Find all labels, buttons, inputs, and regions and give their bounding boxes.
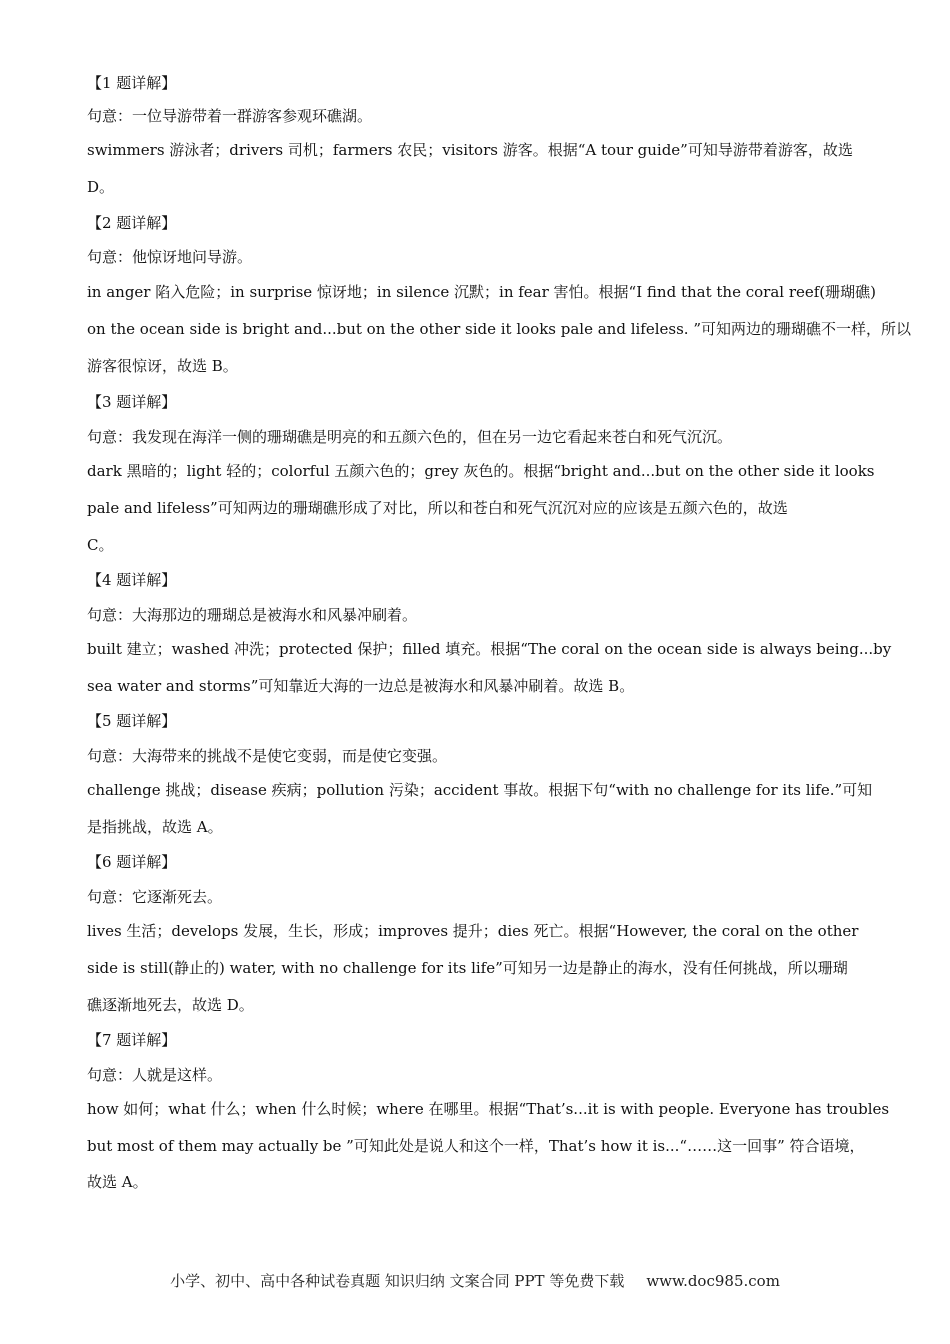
explanation-line: but most of them may actually be ”可知此处是说人和这个一样，That’s how it is...“……这一回事” 符合语境， — [87, 1137, 865, 1155]
explanation-line: on the ocean side is bright and...but on the other side it looks pale and lifeless. ”可知两边的珊瑚礁不一样，所以 — [87, 320, 912, 338]
sentence-meaning: 句意：人就是这样。 — [87, 1066, 223, 1084]
footer-text: 小学、初中、高中各种试卷真题 知识归纳 文案合同 PPT 等免费下载 — [170, 1272, 625, 1290]
explanation-line: in anger 陷入危险；in surprise 惊讶地；in silence 沉默；in fear 害怕。根据“I find that the coral reef(珊瑚礁) — [87, 283, 877, 301]
explanation-line: how 如何；what 什么；when 什么时候；where 在哪里。根据“That’s...it is with people. Everyone has troubles — [87, 1100, 890, 1118]
section-heading: 【4 题详解】 — [87, 571, 177, 589]
explanation-line: pale and lifeless”可知两边的珊瑚礁形成了对比，所以和苍白和死气沉沉对应的应该是五颜六色的，故选 — [87, 499, 788, 517]
explanation-line: 是指挑战，故选 A。 — [87, 818, 223, 836]
explanation-line: lives 生活；develops 发展，生长，形成；improves 提升；dies 死亡。根据“However, the coral on the other — [87, 922, 859, 940]
section-heading: 【1 题详解】 — [87, 74, 177, 92]
explanation-line: built 建立；washed 冲洗；protected 保护；filled 填充。根据“The coral on the ocean side is always being...by — [87, 640, 892, 658]
explanation-line: 礁逐渐地死去，故选 D。 — [87, 996, 254, 1014]
page-footer — [0, 1270, 950, 1291]
sentence-meaning: 句意：它逐渐死去。 — [87, 888, 223, 906]
explanation-line: D。 — [87, 178, 115, 196]
section-heading: 【5 题详解】 — [87, 712, 177, 730]
footer-url-link[interactable]: www.doc985.com — [646, 1272, 780, 1290]
explanation-line: sea water and storms”可知靠近大海的一边总是被海水和风暴冲刷着。故选 B。 — [87, 677, 635, 695]
sentence-meaning: 句意：他惊讶地问导游。 — [87, 248, 253, 266]
sentence-meaning: 句意：一位导游带着一群游客参观环礁湖。 — [87, 107, 373, 125]
sentence-meaning: 句意：大海那边的珊瑚总是被海水和风暴冲刷着。 — [87, 606, 418, 624]
section-heading: 【6 题详解】 — [87, 853, 177, 871]
explanation-line: side is still(静止的) water, with no challenge for its life”可知另一边是静止的海水，没有任何挑战，所以珊瑚 — [87, 959, 848, 977]
section-heading: 【2 题详解】 — [87, 214, 177, 232]
document-body — [87, 74, 912, 1208]
explanation-line: dark 黑暗的；light 轻的；colorful 五颜六色的；grey 灰色的。根据“bright and...but on the other side it looks — [87, 462, 875, 480]
section-heading: 【3 题详解】 — [87, 393, 177, 411]
explanation-line: C。 — [87, 536, 114, 554]
explanation-line: challenge 挑战；disease 疾病；pollution 污染；accident 事故。根据下句“with no challenge for its life.”可知 — [87, 781, 873, 799]
explanation-line: 游客很惊讶，故选 B。 — [87, 357, 238, 375]
sentence-meaning: 句意：我发现在海洋一侧的珊瑚礁是明亮的和五颜六色的，但在另一边它看起来苍白和死气沉沉。 — [87, 428, 733, 446]
sentence-meaning: 句意：大海带来的挑战不是使它变弱，而是使它变强。 — [87, 747, 448, 765]
explanation-line: swimmers 游泳者；drivers 司机；farmers 农民；visitors 游客。根据“A tour guide”可知导游带着游客，故选 — [87, 141, 853, 159]
section-heading: 【7 题详解】 — [87, 1031, 177, 1049]
explanation-line: 故选 A。 — [87, 1173, 148, 1191]
